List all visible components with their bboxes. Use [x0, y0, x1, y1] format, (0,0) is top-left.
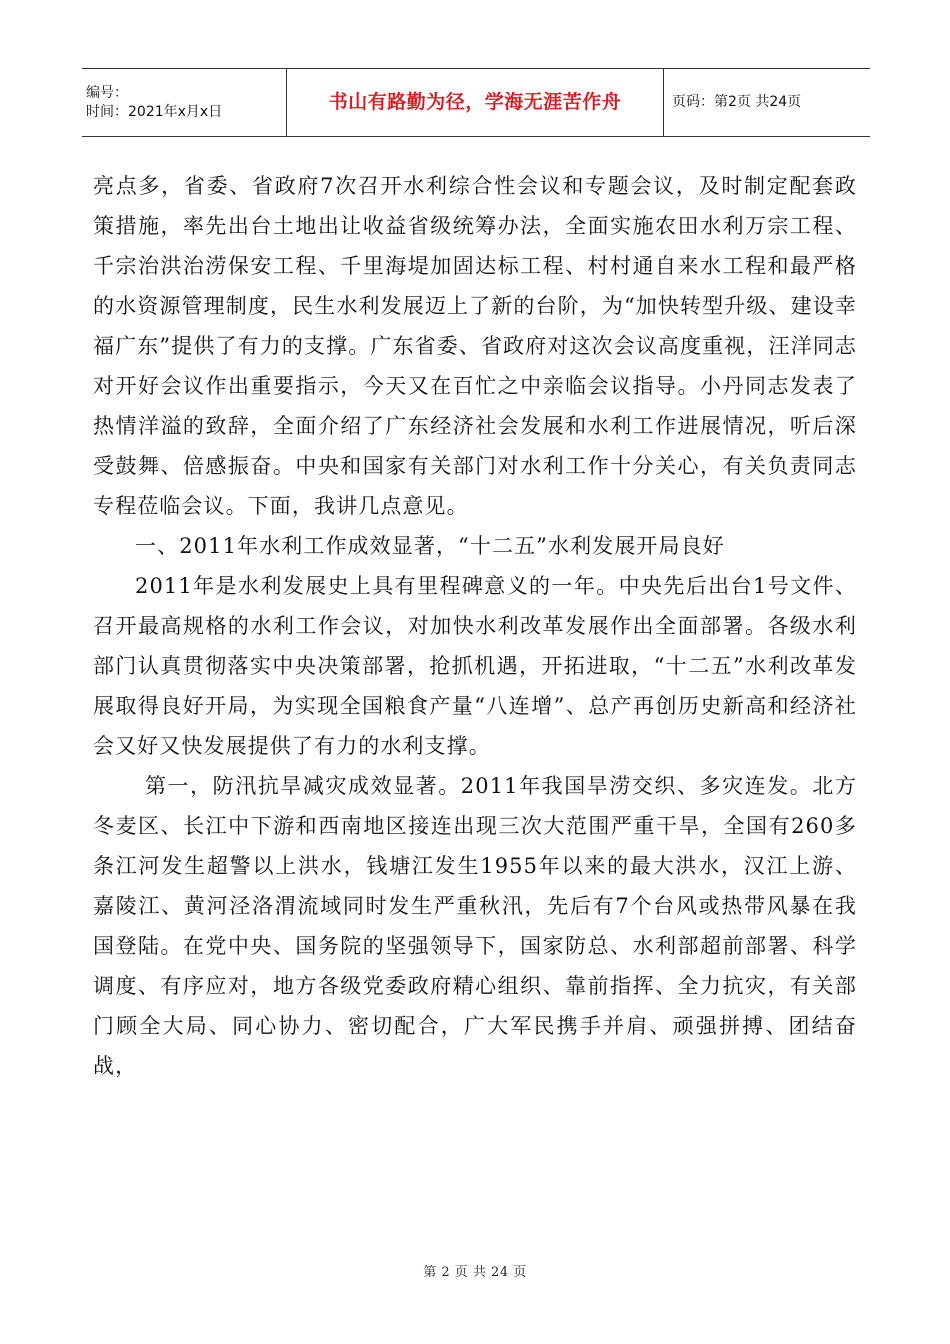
header-motto-cell [287, 69, 664, 136]
time-label: 时间：2021年x月x日 [86, 103, 223, 120]
serial-label: 编号： [86, 84, 128, 101]
header-page-cell [664, 69, 870, 136]
section-heading: 一、2011年水利工作成效显著，“十二五”水利发展开局良好 [135, 534, 725, 558]
motto: 书山有路勤为径，学海无涯苦作舟 [328, 91, 622, 113]
page-footer: 第 2 页 共 24 页 [423, 1265, 527, 1280]
paragraph: 亮点多，省委、省政府7次召开水利综合性会议和专题会议，及时制定配套政策措施，率先出台土地出让收益省级统筹办法，全面实施农田水利万宗工程、千宗治洪治涝保安工程、千里海堤加固达标工程、村村通自来水工程和最严格的水资源管理制度，民生水利发展迈上了新的台阶，为“加快转型升级、建设幸福广东”提供了有力的支撑。广东省委、省政府对这次会议高度重视，汪洋同志对开好会议作出重要指示，今天又在百忙之中亲临会议指导。小丹同志发表了热情洋溢的致辞，全面介绍了广东经济社会发展和水利工作进展情况，听后深受鼓舞、倍感振奋。中央和国家有关部门对水利工作十分关心，有关负责同志专程莅临会议。下面，我讲几点意见。 [93, 174, 857, 518]
header-meta [82, 69, 287, 136]
paragraph: 第一，防汛抗旱减灾成效显著。2011年我国旱涝交织、多灾连发。北方冬麦区、长江中下游和西南地区接连出现三次大范围严重干旱，全国有260多条江河发生超警以上洪水，钱塘江发生1955年以来的最大洪水，汉江上游、嘉陵江、黄河泾洛渭流域同时发生严重秋汛，先后有7个台风或热带风暴在我国登陆。在党中央、国务院的坚强领导下，国家防总、水利部超前部署、科学调度、有序应对，地方各级党委政府精心组织、靠前指挥、全力抗灾，有关部门顾全大局、同心协力、密切配合，广大军民携手并肩、顽强拼搏、团结奋战， [93, 774, 857, 1078]
page-header [82, 68, 870, 137]
paragraph: 2011年是水利发展史上具有里程碑意义的一年。中央先后出台1号文件、召开最高规格的水利工作会议，对加快水利改革发展作出全面部署。各级水利部门认真贯彻落实中央决策部署，抢抓机遇，开拓进取，“十二五”水利改革发展取得良好开局，为实现全国粮食产量“八连增”、总产再创历史新高和经济社会又好又快发展提供了有力的水利支撑。 [93, 574, 857, 758]
document-body [93, 166, 857, 1086]
page-info: 页码：第2页 共24页 [672, 94, 802, 110]
